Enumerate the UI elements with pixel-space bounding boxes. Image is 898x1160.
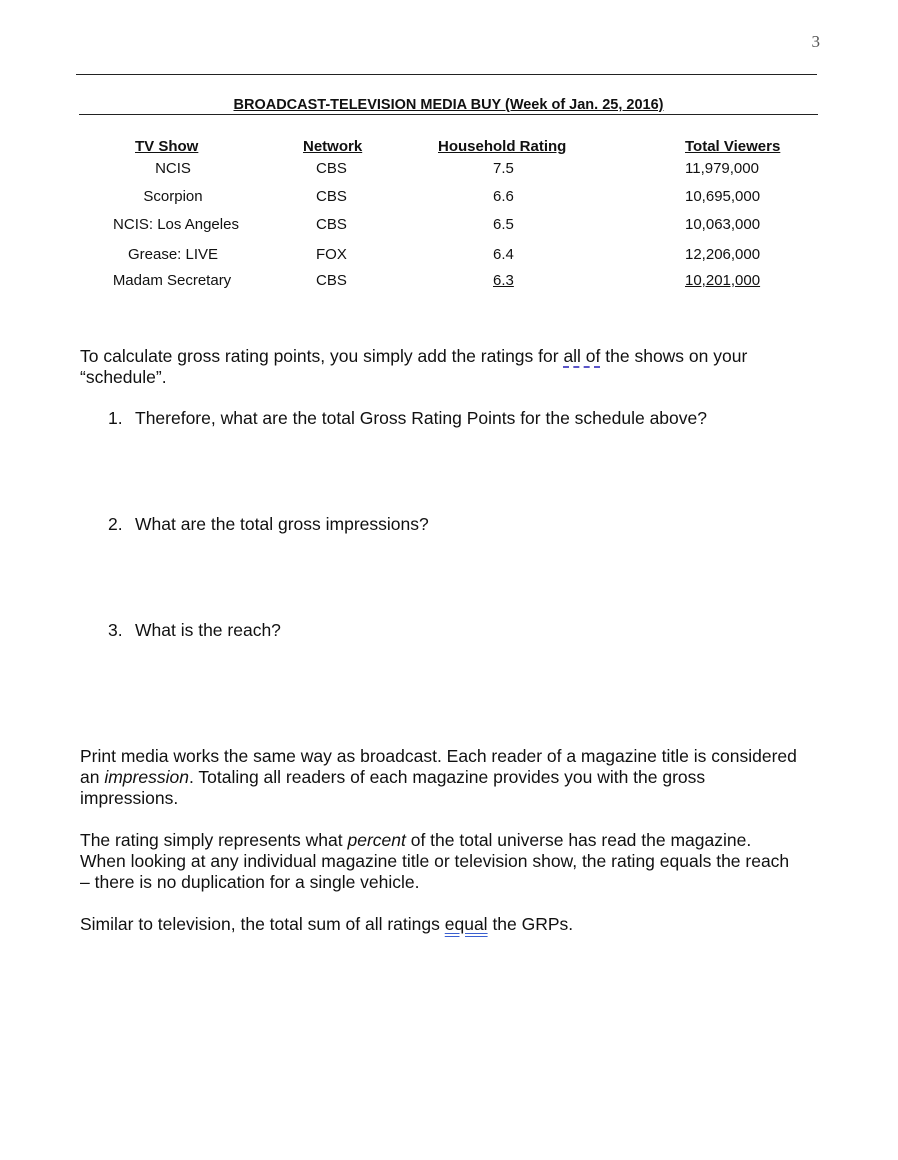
print-text-start: Print media works the same way as broadcast. Each reader of a magazine title is considered an: [80, 746, 797, 787]
cell-rating: 6.5: [493, 216, 514, 233]
cell-network: CBS: [316, 216, 347, 233]
grammar-flagged-text[interactable]: equal: [444, 914, 488, 934]
question-text: What is the reach?: [135, 620, 281, 640]
rating-text-start: The rating simply represents what: [80, 830, 348, 850]
print-media-paragraph: [80, 746, 800, 809]
grp-paragraph: [80, 914, 800, 935]
header-rule: [76, 74, 817, 75]
cell-viewers: 12,206,000: [685, 246, 761, 263]
percent-term: percent: [347, 830, 406, 850]
impression-term: impression: [104, 767, 189, 787]
question-3: [108, 620, 281, 641]
question-1: [108, 408, 707, 429]
grammar-flagged-text[interactable]: all of: [563, 346, 601, 366]
cell-viewers: 10,695,000: [685, 188, 761, 205]
header-tv-show: TV Show: [135, 138, 199, 155]
cell-viewers: 11,979,000: [685, 160, 759, 177]
header-network: Network: [303, 138, 363, 155]
intro-paragraph: [80, 346, 800, 388]
table-title: BROADCAST-TELEVISION MEDIA BUY (Week of Jan. 25, 2016): [233, 97, 664, 113]
cell-viewers: 10,063,000: [685, 216, 761, 233]
cell-rating: 6.4: [493, 246, 514, 263]
header-household-rating: Household Rating: [438, 138, 567, 155]
intro-text-end: the shows on your “schedule”.: [80, 346, 748, 387]
cell-rating: 6.3: [493, 272, 514, 289]
page-number: 3: [811, 32, 820, 51]
cell-rating: 6.6: [493, 188, 514, 205]
cell-show: Madam Secretary: [112, 272, 232, 289]
question-number: 3.: [108, 620, 123, 640]
rating-paragraph: [80, 830, 800, 893]
cell-network: CBS: [316, 160, 347, 177]
question-number: 1.: [108, 408, 123, 428]
rating-text-end: of the total universe has read the magazine. When looking at any individual magazine title or television show, the rating equals the reach – there is no duplication for a single vehicle.: [80, 830, 790, 892]
question-number: 2.: [108, 514, 123, 534]
title-rule: [79, 114, 818, 115]
cell-network: CBS: [316, 188, 347, 205]
cell-show: Grease: LIVE: [127, 246, 219, 263]
question-2: [108, 514, 429, 535]
cell-network: FOX: [316, 246, 347, 263]
cell-network: CBS: [316, 272, 347, 289]
cell-viewers: 10,201,000: [685, 272, 761, 289]
question-text: Therefore, what are the total Gross Rating Points for the schedule above?: [135, 408, 707, 428]
header-total-viewers: Total Viewers: [685, 138, 781, 155]
grp-text-end: the GRPs.: [487, 914, 574, 934]
question-text: What are the total gross impressions?: [135, 514, 429, 534]
cell-show: NCIS: Los Angeles: [113, 216, 239, 233]
intro-text-start: To calculate gross rating points, you simply add the ratings for: [80, 346, 564, 366]
print-text-end: . Totaling all readers of each magazine provides you with the gross impressions.: [80, 767, 706, 808]
cell-show: NCIS: [155, 160, 191, 177]
cell-show: Scorpion: [143, 188, 203, 205]
grp-text-start: Similar to television, the total sum of all ratings: [80, 914, 445, 934]
cell-rating: 7.5: [493, 160, 514, 177]
